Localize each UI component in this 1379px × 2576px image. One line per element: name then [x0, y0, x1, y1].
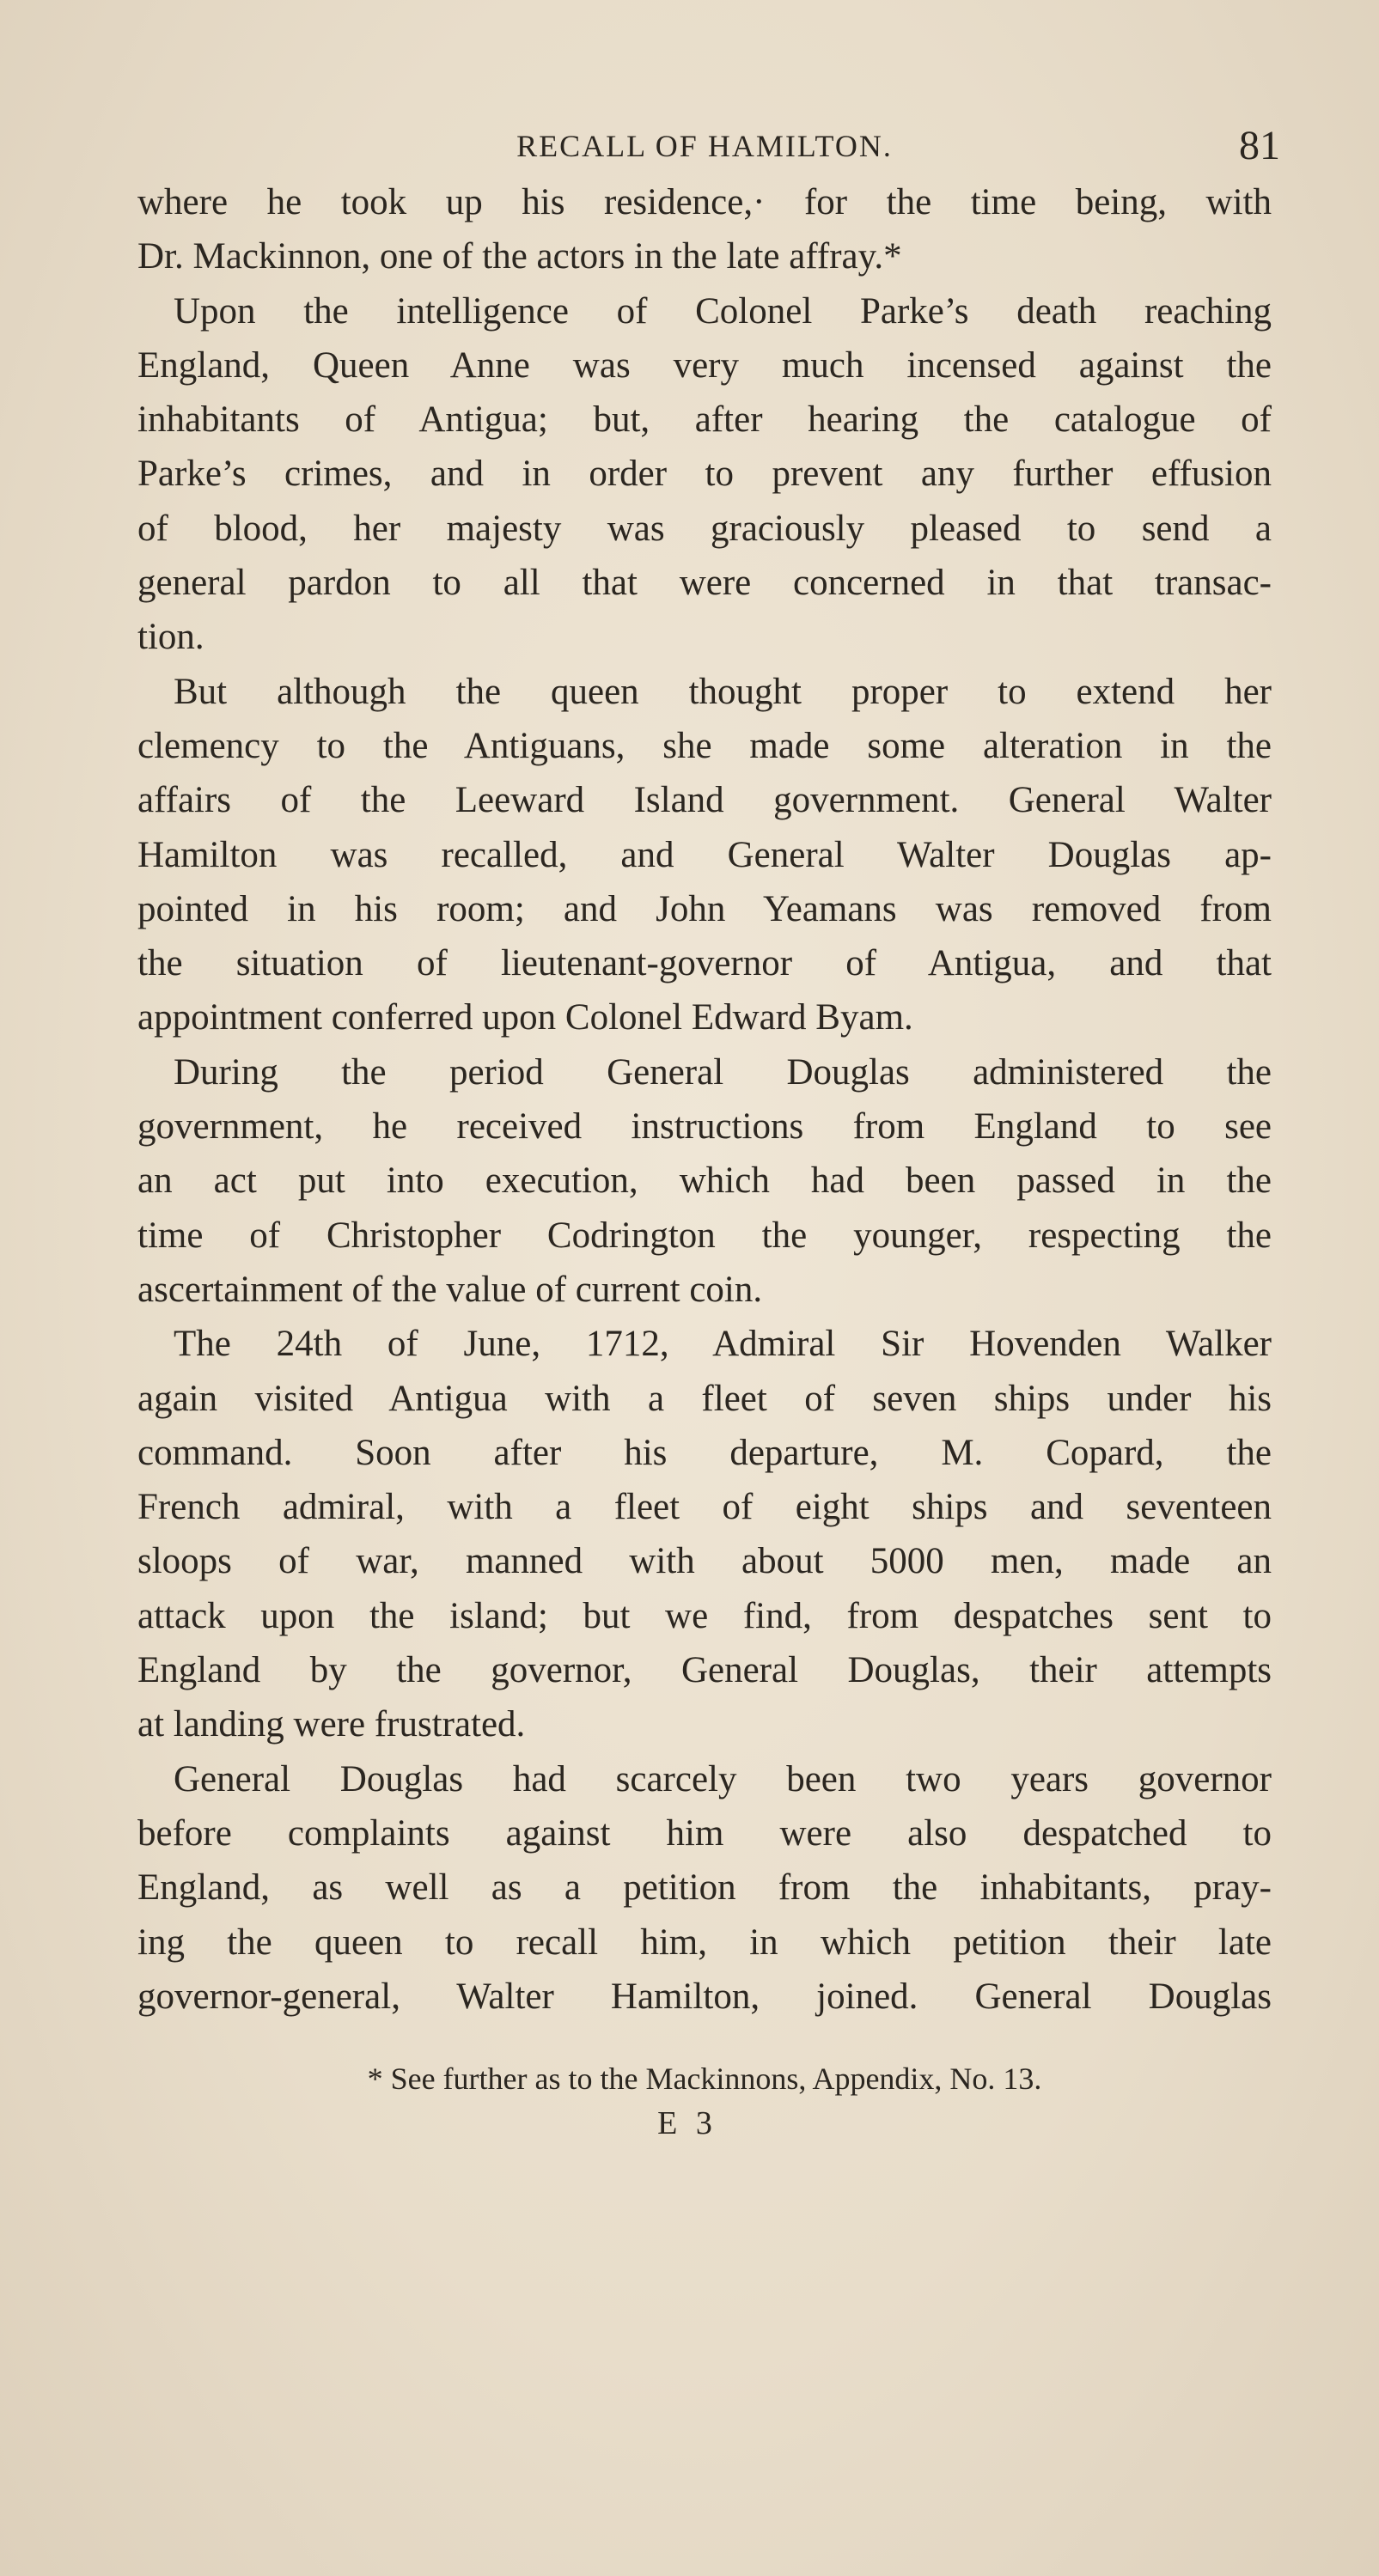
text-line: command. Soon after his departure, M. Copard, the — [137, 1432, 1272, 1473]
body-text — [137, 175, 1272, 2024]
text-line: ing the queen to recall him, in which petition their late — [137, 1921, 1272, 1963]
book-page — [137, 119, 1280, 2524]
text-line: government, he received instructions from England to see — [137, 1106, 1272, 1148]
signature-mark: E 3 — [657, 2105, 717, 2142]
text-line: Upon the intelligence of Colonel Parke’s death reaching — [174, 290, 1272, 332]
text-line: where he took up his residence,· for the time being, with — [137, 182, 1272, 222]
text-line: But although the queen thought proper to extend her — [174, 671, 1272, 712]
text-line: Parke’s crimes, and in order to prevent any further effusion — [137, 454, 1272, 495]
text-line: before complaints against him were also despatched to — [137, 1812, 1272, 1854]
text-line: attack upon the island; but we find, from despatches sent to — [137, 1595, 1272, 1636]
text-line: time of Christopher Codrington the younger, respecting the — [137, 1215, 1272, 1256]
text-line: tion. — [137, 617, 204, 658]
text-line: of blood, her majesty was graciously pleased to send a — [137, 508, 1272, 549]
text-line: governor-general, Walter Hamilton, joined. General Douglas — [137, 1976, 1272, 2017]
text-line: sloops of war, manned with about 5000 men, made an — [137, 1541, 1272, 1582]
text-line: appointment conferred upon Colonel Edward Byam. — [137, 997, 913, 1038]
text-line: clemency to the Antiguans, she made some alteration in the — [137, 725, 1272, 766]
text-line: England, Queen Anne was very much incensed against the — [137, 344, 1272, 386]
text-line: England by the governor, General Douglas, their attempts — [137, 1650, 1272, 1691]
text-line: Hamilton was recalled, and General Walter Douglas ap- — [137, 834, 1272, 875]
text-line: inhabitants of Antigua; but, after hearing the catalogue of — [137, 399, 1272, 441]
text-line: ascertainment of the value of current coin. — [137, 1269, 763, 1310]
page-number: 81 — [1239, 123, 1280, 168]
text-line: the situation of lieutenant-governor of Antigua, and that — [137, 943, 1272, 984]
text-line: general pardon to all that were concerned in that transac- — [137, 563, 1272, 604]
text-line: pointed in his room; and John Yeamans was removed from — [137, 888, 1272, 929]
text-line: Dr. Mackinnon, one of the actors in the late affray.* — [137, 236, 902, 277]
running-title: RECALL OF HAMILTON. — [516, 129, 893, 163]
text-line: The 24th of June, 1712, Admiral Sir Hovenden Walker — [174, 1324, 1272, 1365]
text-line: affairs of the Leeward Island government. General Walter — [137, 780, 1272, 821]
footnote: * See further as to the Mackinnons, Appendix, No. 13. — [367, 2061, 1042, 2097]
text-line: During the period General Douglas administered the — [174, 1051, 1272, 1093]
text-line: General Douglas had scarcely been two years governor — [174, 1758, 1272, 1800]
text-line: an act put into execution, which had been passed in the — [137, 1160, 1272, 1202]
text-line: French admiral, with a fleet of eight ships and seventeen — [137, 1487, 1272, 1528]
text-line: again visited Antigua with a fleet of seven ships under his — [137, 1378, 1272, 1419]
text-line: at landing were frustrated. — [137, 1704, 526, 1745]
text-line: England, as well as a petition from the inhabitants, pray- — [137, 1867, 1272, 1909]
running-head — [137, 119, 1280, 174]
